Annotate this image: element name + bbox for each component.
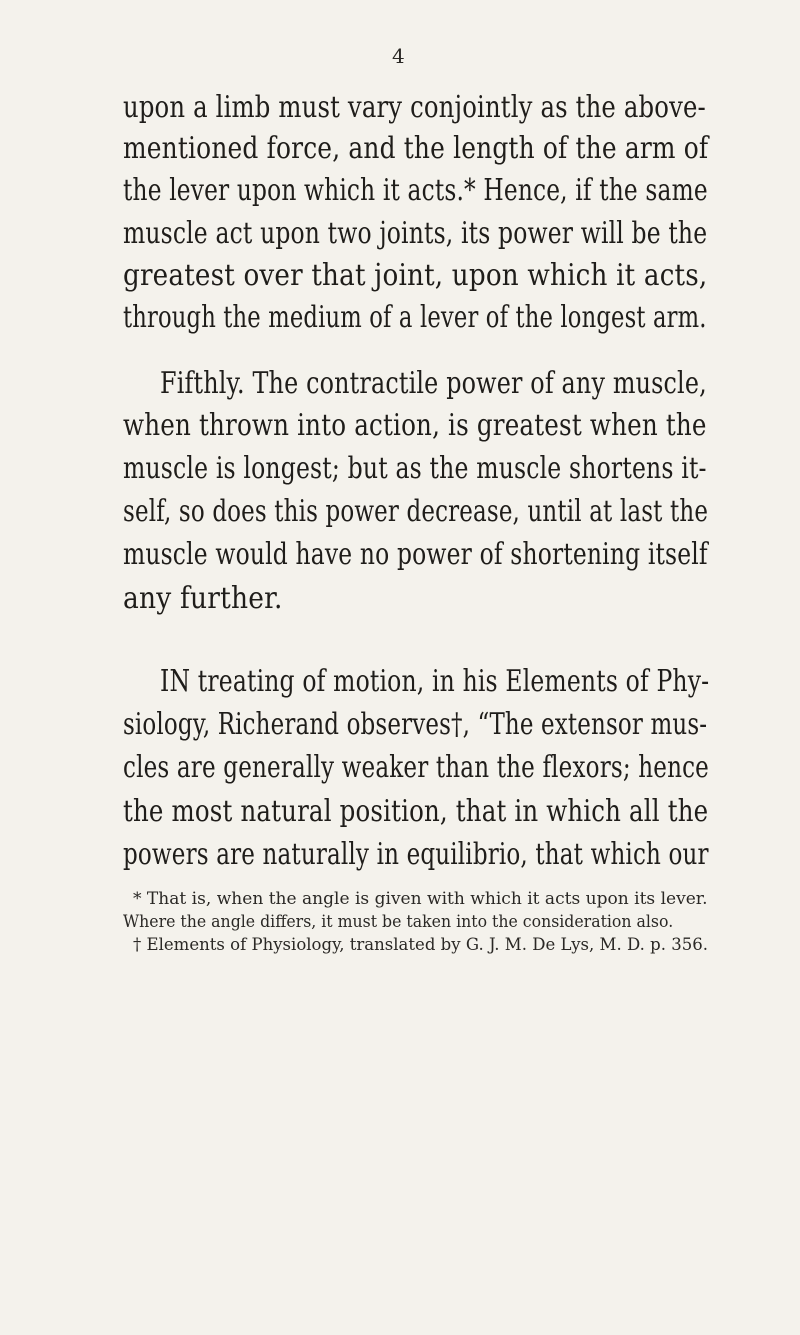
text-line: powers are naturally in equilibrio, that which our [123,837,709,872]
text-line: mentioned force, and the length of the arm of [123,131,709,166]
text-line: upon a limb must vary conjointly as the above- [123,90,706,125]
text-line: IN treating of motion, in his Elements of Phy- [160,664,710,699]
text-line: self, so does this power decrease, until at last the [123,494,709,529]
text-line: muscle is longest; but as the muscle shortens it- [123,451,707,486]
text-line: greatest over that joint, upon which it acts, [123,258,708,293]
text-line: siology, Richerand observes†, “The extensor mus- [123,707,708,742]
footnote-line: † Elements of Physiology, translated by G. J. M. De Lys, M. D. p. 356. [133,935,709,954]
text-line: when thrown into action, is greatest when the [123,408,707,443]
text-line: cles are generally weaker than the flexors; hence [123,750,709,785]
footnote-line: Where the angle differs, it must be taken into the consideration also. [123,912,674,931]
text-line: the most natural position, that in which all the [123,794,709,829]
text-line: Fifthly. The contractile power of any muscle, [160,366,707,401]
text-line: through the medium of a lever of the longest arm. [123,300,707,335]
text-line: muscle would have no power of shortening itself [123,537,708,572]
text-line: any further. [123,581,283,616]
text-line: the lever upon which it acts.* Hence, if the same [123,173,708,208]
text-line: muscle act upon two joints, its power will be the [123,216,708,251]
footnote-line: * That is, when the angle is given with which it acts upon its lever. [133,889,708,908]
page-number: 4 [392,44,405,68]
